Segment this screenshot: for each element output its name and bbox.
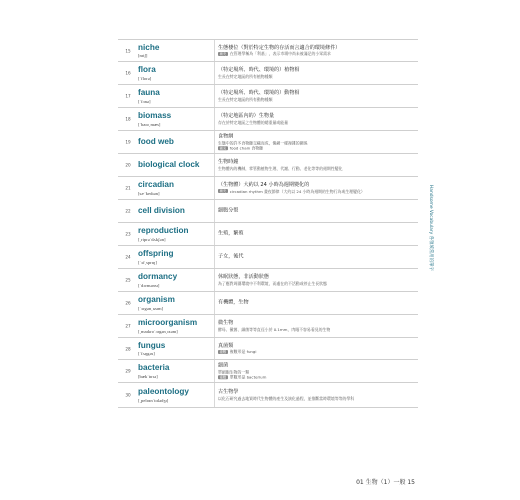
vocab-row	[118, 108, 418, 131]
headword: fungus	[138, 340, 166, 350]
pronunciation: [ˈflorə]	[138, 75, 152, 81]
column-divider	[214, 154, 215, 176]
vocab-row	[118, 315, 418, 338]
column-divider	[214, 338, 215, 359]
word-cell	[138, 319, 214, 334]
word-cell	[138, 138, 214, 146]
headword: food web	[138, 137, 174, 146]
entry-number: 20	[125, 162, 131, 168]
vocab-row	[118, 246, 418, 269]
word-cell	[138, 66, 214, 81]
note-text: 單數形是 bacterium	[229, 374, 267, 380]
pronunciation: [bækˈtɪrɪə]	[138, 373, 158, 379]
pronunciation: [ˈdɔrmənsɪ]	[138, 282, 160, 288]
note-text: 在管理學稱為「利基」，表示市場中尚未被滿足的小眾需求	[229, 51, 331, 57]
headword: cell division	[138, 206, 185, 215]
definition: 細胞分裂	[218, 207, 239, 214]
side-label-text: Handsome Vocabulary 各領域常用的單字	[428, 185, 433, 271]
note-text: 生長在特定地區的所有動物種類	[218, 96, 273, 102]
entry-number: 30	[125, 392, 131, 398]
word-cell	[138, 341, 214, 356]
note-text: 單細胞生物的一類	[218, 368, 250, 374]
pronunciation: [ˈbaɪo͵mæs]	[138, 121, 161, 127]
vocab-row	[118, 292, 418, 315]
word-cell	[138, 207, 214, 215]
note-tag-badge: 補充	[219, 51, 227, 56]
definition-cell	[218, 320, 418, 332]
vocab-row	[118, 154, 418, 177]
note-tag-badge: 複數	[219, 374, 227, 379]
definition: 子女，後代	[218, 253, 244, 260]
entry-number: 22	[125, 208, 131, 214]
vocab-row	[118, 338, 418, 360]
entry-number: 27	[125, 323, 131, 329]
headword: niche	[138, 42, 160, 52]
definition: （特定地區內的）生物量	[218, 113, 275, 119]
definition-note	[218, 97, 418, 102]
vocab-row	[118, 62, 418, 85]
column-divider	[214, 315, 215, 337]
column-divider	[214, 269, 215, 291]
definition-cell	[218, 300, 418, 307]
side-label	[427, 185, 437, 325]
headword: flora	[138, 64, 156, 74]
column-divider	[214, 246, 215, 268]
definition: （生物體）大約以 24 小時為週期變化的	[218, 182, 310, 188]
definition-note	[218, 327, 418, 332]
definition-note	[218, 189, 418, 194]
definition: 休眠狀態，非活動狀態	[218, 274, 269, 280]
headword: reproduction	[138, 225, 189, 235]
note-tag-badge: 補充	[219, 189, 227, 194]
definition-cell	[218, 274, 418, 286]
vocab-row	[118, 383, 418, 408]
definition-cell	[218, 389, 418, 401]
definition-note	[218, 349, 418, 354]
pronunciation: [ˈfɔnə]	[138, 98, 151, 104]
definition-cell	[218, 182, 418, 194]
note-tag-badge: 補充	[219, 145, 227, 150]
note-text: 生物體內的機制，掌管動植物生理、代謝、行動、老化等等的週期性變化	[218, 165, 343, 171]
headword: biological clock	[138, 160, 200, 169]
word-cell	[138, 296, 214, 311]
definition: 生態棲位（對於特定生物的存活而言適合的環境條件）	[218, 44, 341, 51]
definition: （特定場所、時代、環境的）動物相	[218, 90, 300, 96]
entry-number: 23	[125, 231, 131, 237]
pronunciation: [͵riprəˈdʌkʃən]	[138, 236, 166, 242]
headword: bacteria	[138, 362, 170, 372]
definition-cell	[218, 45, 418, 57]
definition-note	[218, 145, 418, 150]
word-cell	[138, 364, 214, 379]
headword: circadian	[138, 179, 174, 189]
definition-note	[218, 74, 418, 79]
entry-number: 16	[125, 70, 131, 76]
note-tag-badge: 複數	[219, 349, 227, 354]
word-cell	[138, 161, 214, 169]
definition-cell	[218, 208, 418, 215]
pronunciation: [͵pelɪɑnˈtɑlədʒɪ]	[138, 397, 169, 403]
entry-number: 19	[125, 139, 131, 145]
definition-note	[218, 51, 418, 56]
headword: offspring	[138, 248, 174, 258]
definition-note	[218, 166, 418, 171]
definition-note	[218, 374, 418, 379]
vocabulary-table	[118, 39, 418, 408]
entry-number: 25	[125, 277, 131, 283]
headword: fauna	[138, 87, 160, 97]
vocab-row	[118, 223, 418, 246]
definition-note	[218, 396, 418, 401]
pronunciation: [sɚˈkedɪən]	[138, 190, 160, 196]
word-cell	[138, 181, 214, 196]
note-text: circadian rhythm 晝夜節律（大約以 24 小時為週期的生物行為或生理變化）	[229, 188, 365, 194]
column-divider	[214, 40, 215, 61]
word-cell	[138, 112, 214, 127]
pronunciation: [ˈɔrgən͵ɪzəm]	[138, 305, 164, 311]
headword: dormancy	[138, 271, 178, 281]
definition-cell	[218, 133, 418, 150]
note-text: 存在於特定地區之生物體的總重量或能量	[218, 119, 289, 125]
entry-number: 29	[125, 368, 131, 374]
entry-number: 15	[125, 48, 131, 53]
page-footer: 01 生物（1）一般 15	[356, 479, 415, 486]
headword: organism	[138, 294, 175, 304]
column-divider	[214, 85, 215, 107]
headword: microorganism	[138, 317, 198, 327]
entry-number: 26	[125, 300, 131, 306]
definition-note	[218, 281, 418, 286]
definition-note	[218, 120, 418, 125]
definition-cell	[218, 113, 418, 125]
column-divider	[214, 223, 215, 245]
word-cell	[138, 250, 214, 265]
definition: （特定場所、時代、環境的）植物相	[218, 67, 300, 73]
definition-cell	[218, 67, 418, 79]
note-text: 以化石研究過去地質時代生物體的產生及演化過程，並推斷當時環境等等的學科	[218, 395, 355, 401]
note-text: 為了應對周圍環境中不利環境，而處在的不活動或停止生長狀態	[218, 280, 327, 286]
entry-number: 24	[125, 254, 131, 260]
pronunciation: [͵maɪkroˈɔrgən͵ɪzəm]	[138, 328, 178, 334]
definition: 古生物學	[218, 389, 239, 395]
vocab-row	[118, 85, 418, 108]
note-text: 生態中的許多食物鏈交織而成，像網一樣複雜的關係	[218, 139, 308, 145]
definition: 生物時鐘	[218, 159, 239, 165]
word-cell	[138, 388, 214, 403]
entry-number: 17	[125, 93, 131, 99]
headword: biomass	[138, 110, 172, 120]
column-divider	[214, 177, 215, 199]
word-cell	[138, 43, 214, 58]
definition: 微生物	[218, 320, 234, 326]
definition: 生殖，繁殖	[218, 230, 244, 237]
headword: paleontology	[138, 386, 189, 396]
word-cell	[138, 273, 214, 288]
pronunciation: [ˈfʌŋgəs]	[138, 350, 155, 356]
pronunciation: [ˈɔf͵sprɪŋ]	[138, 259, 157, 265]
column-divider	[214, 62, 215, 84]
word-cell	[138, 89, 214, 104]
column-divider	[214, 131, 215, 153]
column-divider	[214, 383, 215, 407]
word-cell	[138, 227, 214, 242]
definition-cell	[218, 231, 418, 238]
vocab-row	[118, 360, 418, 383]
vocab-row	[118, 200, 418, 223]
note-text: 生長在特定地區的所有植物種類	[218, 73, 273, 79]
note-text: 複數形是 fungi	[229, 349, 257, 355]
vocab-row	[118, 269, 418, 292]
entry-number: 21	[125, 185, 131, 191]
column-divider	[214, 292, 215, 314]
entry-number: 18	[125, 116, 131, 122]
vocab-row	[118, 39, 418, 62]
note-text: 酵母、黴菌、細菌等等直徑小於 0.1mm，肉眼不容易看見的生物	[218, 326, 331, 332]
definition-cell	[218, 362, 418, 379]
definition: 食物網	[218, 133, 234, 140]
vocab-row	[118, 131, 418, 154]
column-divider	[214, 108, 215, 130]
column-divider	[214, 200, 215, 222]
definition-cell	[218, 254, 418, 261]
definition: 真菌類	[218, 342, 234, 349]
definition-cell	[218, 90, 418, 102]
definition: 細菌	[218, 362, 229, 369]
definition-cell	[218, 343, 418, 355]
pronunciation: [nɪtʃ]	[138, 52, 148, 58]
vocab-row	[118, 177, 418, 200]
entry-number: 28	[125, 346, 131, 351]
column-divider	[214, 360, 215, 382]
note-text: food chain 食物鏈	[229, 145, 264, 151]
definition: 有機體，生物	[218, 299, 249, 306]
definition-cell	[218, 159, 418, 171]
